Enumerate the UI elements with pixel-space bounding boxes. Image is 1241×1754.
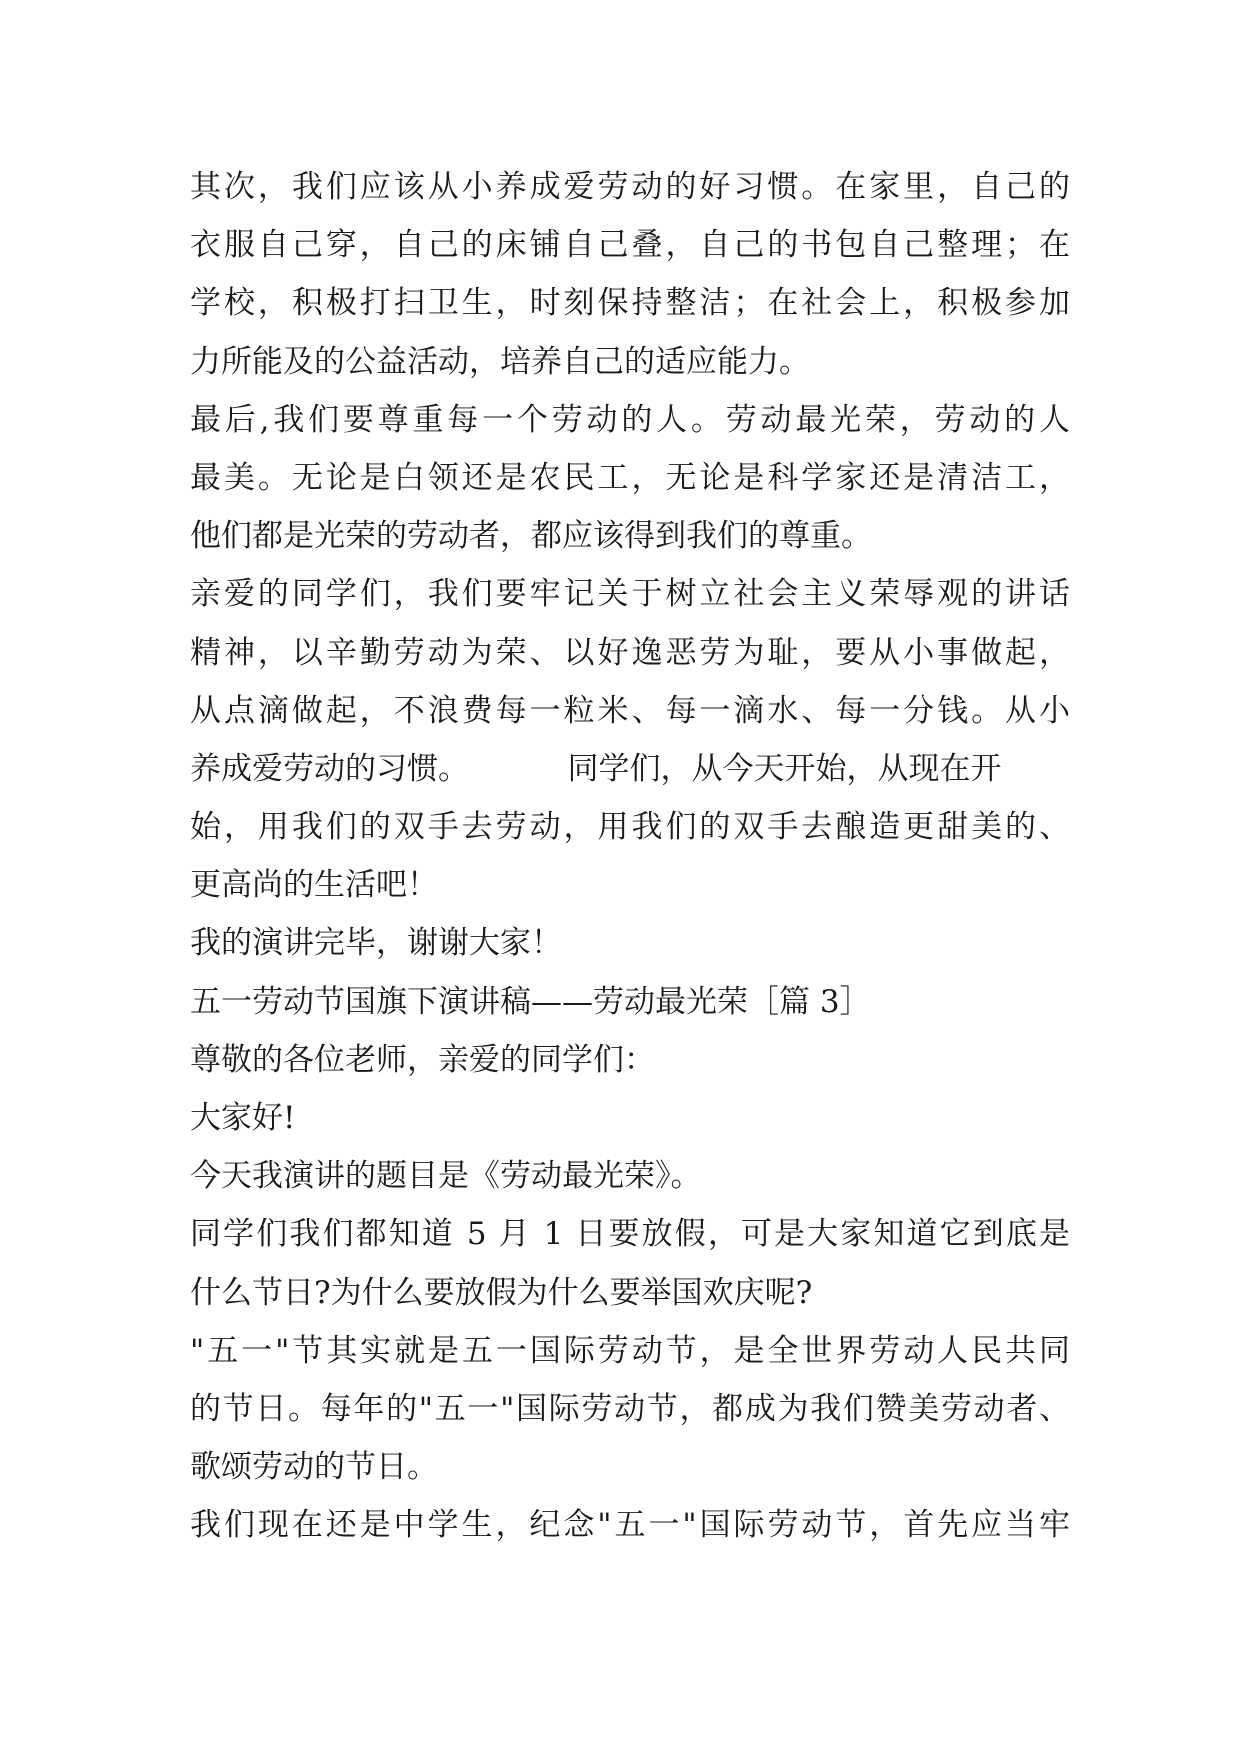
text-line: 力所能及的公益活动，培养自己的适应能力。 (190, 343, 810, 380)
text-line: 我的演讲完毕，谢谢大家！ (190, 925, 562, 962)
text-line: 他们都是光荣的劳动者，都应该得到我们的尊重。 (190, 518, 872, 555)
text-line: 什么节日?为什么要放假为什么要举国欢庆呢? (190, 1274, 813, 1311)
text-line: 学校，积极打扫卫生，时刻保持整洁；在社会上，积极参加 (190, 285, 1070, 322)
text-line: 养成爱劳动的习惯。 同学们，从今天开始，从现在开 (190, 750, 1002, 787)
text-line: 大家好! (190, 1100, 296, 1136)
text-line: 尊敬的各位老师，亲爱的同学们： (190, 1041, 655, 1078)
text-line: "五一"节其实就是五一国际劳动节，是全世界劳动人民共同 (190, 1332, 1070, 1369)
text-line: 精神，以辛勤劳动为荣、以好逸恶劳为耻，要从小事做起， (190, 634, 1070, 671)
text-line: 其次，我们应该从小养成爱劳动的好习惯。在家里，自己的 (190, 169, 1070, 205)
text-line: 亲爱的同学们，我们要牢记关于树立社会主义荣辱观的讲话 (190, 576, 1070, 613)
document-body (190, 158, 1070, 1555)
text-line: 始，用我们的双手去劳动，用我们的双手去酿造更甜美的、 (190, 809, 1070, 846)
text-line: 从点滴做起，不浪费每一粒米、每一滴水、每一分钱。从小 (190, 692, 1070, 729)
text-line: 最美。无论是白领还是农民工，无论是科学家还是清洁工， (190, 459, 1070, 496)
text-line: 今天我演讲的题目是《劳动最光荣》。 (190, 1158, 702, 1195)
section-heading: 五一劳动节国旗下演讲稿——劳动最光荣［篇 3］ (190, 983, 871, 1020)
text-line: 更高尚的生活吧！ (190, 867, 438, 904)
text-line: 最后,我们要尊重每一个劳动的人。劳动最光荣，劳动的人 (190, 401, 1070, 438)
text-line: 歌颂劳动的节日。 (190, 1449, 438, 1486)
text-line: 的节日。每年的"五一"国际劳动节，都成为我们赞美劳动者、 (190, 1390, 1070, 1427)
text-line: 我们现在还是中学生，纪念"五一"国际劳动节，首先应当牢 (190, 1507, 1070, 1544)
text-line: 衣服自己穿，自己的床铺自己叠，自己的书包自己整理；在 (190, 227, 1070, 264)
text-line: 同学们我们都知道 5 月 1 日要放假，可是大家知道它到底是 (190, 1216, 1070, 1253)
